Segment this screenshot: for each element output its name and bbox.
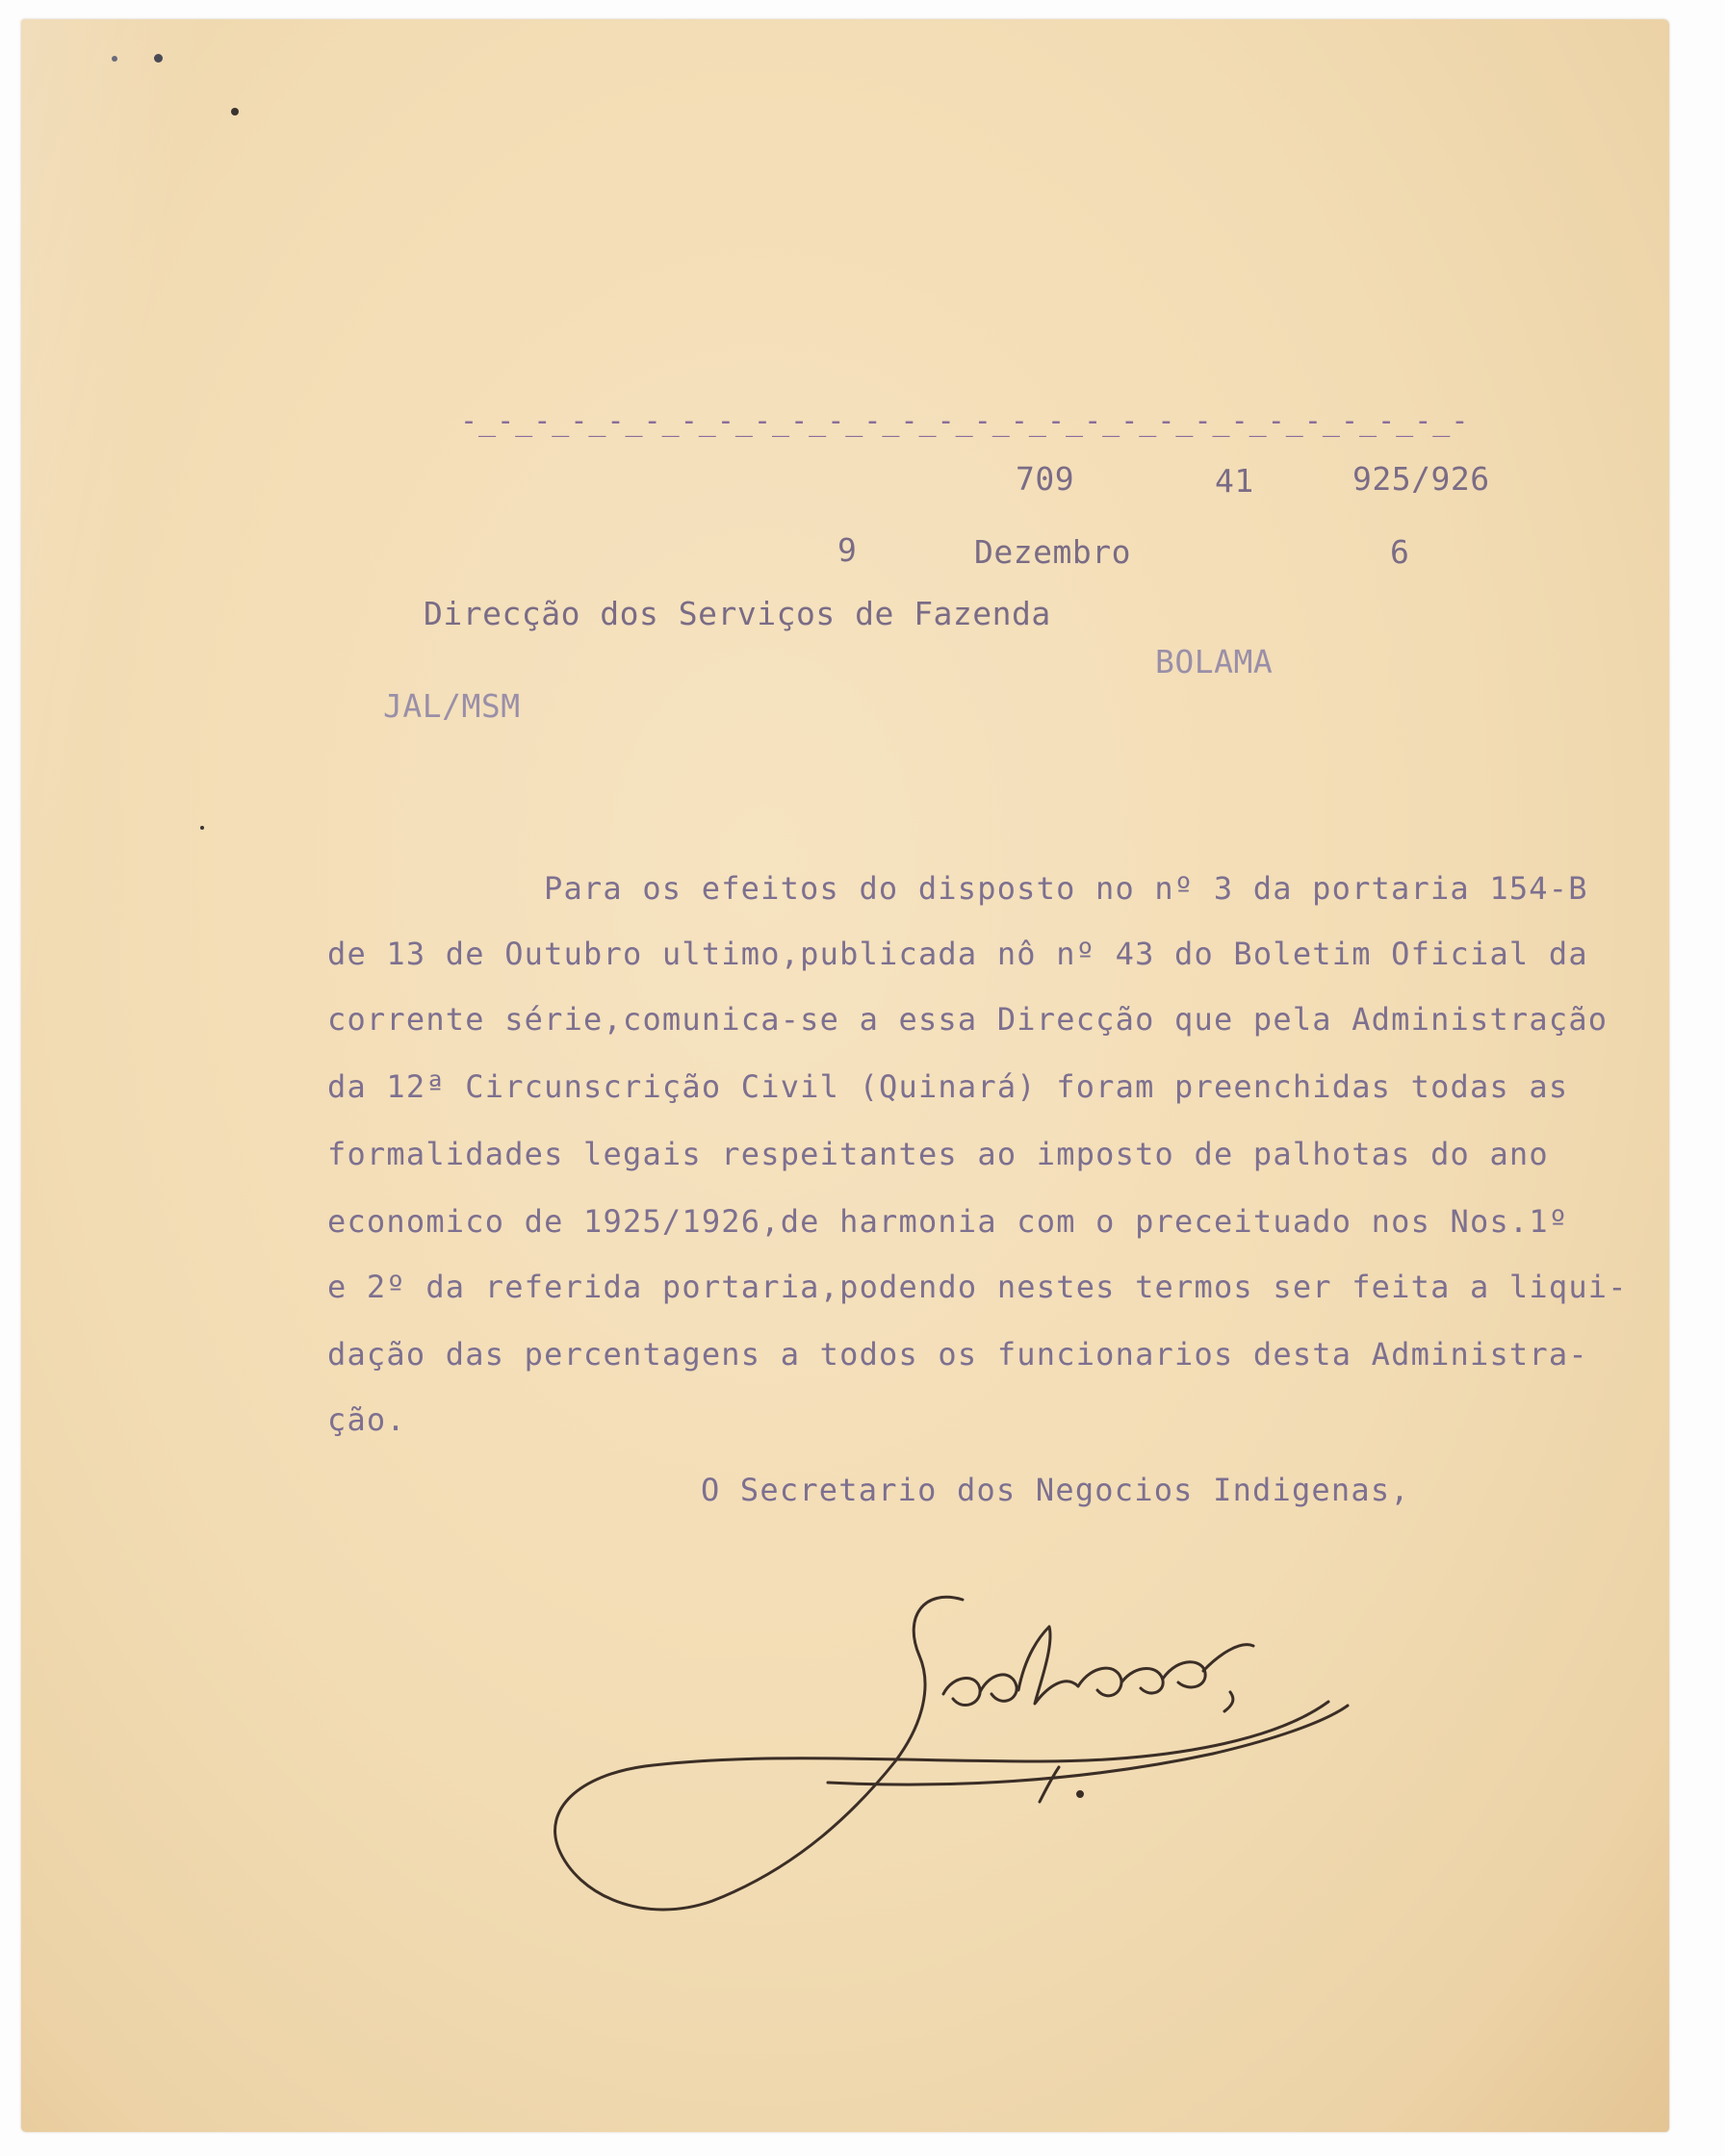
body-line: dação das percentagens a todos os funcionarios desta Administra-: [327, 1336, 1588, 1373]
body-line: economico de 1925/1926,de harmonia com o preceituado nos Nos.1º: [327, 1203, 1569, 1240]
handwritten-signature: [539, 1578, 1357, 1944]
body-line: ção.: [327, 1401, 406, 1438]
initials: JAL/MSM: [383, 687, 521, 725]
recipient: Direcção dos Serviços de Fazenda: [424, 595, 1051, 632]
body-line: formalidades legais respeitantes ao imposto de palhotas do ano: [327, 1136, 1549, 1172]
body-line: de 13 de Outubro ultimo,publicada nô nº 43 do Boletim Oficial da: [327, 936, 1588, 972]
ink-spot: [231, 108, 239, 116]
ink-spot: [154, 54, 163, 63]
closing-line: O Secretario dos Negocios Indigenas,: [701, 1472, 1410, 1508]
location: BOLAMA: [1155, 643, 1274, 680]
ink-spot: [112, 56, 117, 62]
date-month: Dezembro: [974, 533, 1131, 571]
date-year: 6: [1390, 533, 1410, 571]
reference-number: 709: [1016, 460, 1075, 498]
body-line: corrente série,comunica-se a essa Direcção que pela Administração: [327, 1001, 1609, 1038]
ink-spot: [200, 826, 204, 830]
reference-code: 41: [1215, 462, 1254, 500]
date-day: 9: [837, 531, 858, 569]
header-rule: -_-_-_-_-_-_-_-_-_-_-_-_-_-_-_-_-_-_-_-_-_-_-_-_-_-_-_-: [460, 404, 1470, 438]
body-line: e 2º da referida portaria,podendo nestes termos ser feita a liqui-: [327, 1269, 1628, 1305]
body-line: da 12ª Circunscrição Civil (Quinará) foram preenchidas todas as: [327, 1068, 1569, 1105]
reference-period: 925/926: [1352, 460, 1490, 498]
body-line: Para os efeitos do disposto no nº 3 da portaria 154-B: [544, 870, 1588, 907]
